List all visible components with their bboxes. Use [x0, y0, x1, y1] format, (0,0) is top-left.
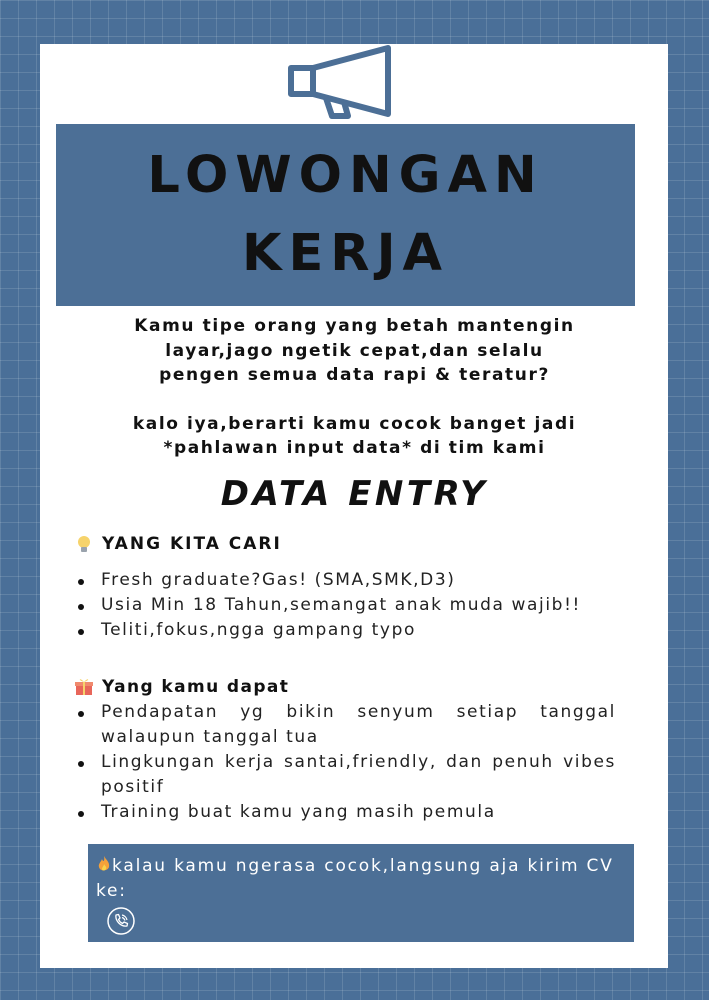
contact-box	[88, 844, 634, 942]
lightbulb-icon	[74, 534, 94, 554]
list-item: Fresh graduate?Gas! (SMA,SMK,D3)	[76, 568, 616, 593]
job-title: DATA ENTRY	[220, 474, 489, 514]
intro-line: kalo iya,berarti kamu cocok banget jadi	[132, 413, 577, 434]
intro-line: layar,jago ngetik cepat,dan selalu	[165, 340, 544, 361]
intro-text	[56, 314, 653, 461]
contact-label: kalau kamu ngerasa cocok,langsung aja kirim CV ke:	[96, 856, 614, 901]
title-banner	[56, 124, 635, 306]
benefits-heading	[74, 677, 289, 697]
title-line-2: KERJA	[241, 224, 450, 283]
phone-icon	[106, 906, 136, 936]
list-item: Usia Min 18 Tahun,semangat anak muda wajib!!	[76, 593, 616, 618]
benefits-list	[76, 700, 616, 825]
list-item: Training buat kamu yang masih pemula	[76, 800, 616, 825]
requirements-heading	[74, 534, 282, 554]
megaphone-icon	[286, 44, 402, 120]
intro-line: pengen semua data rapi & teratur?	[159, 365, 550, 385]
intro-line: Kamu tipe orang yang betah mantengin	[134, 316, 575, 336]
requirements-list	[76, 568, 616, 643]
list-item: Pendapatan yg bikin senyum setiap tanggal walaupun tanggal tua	[76, 700, 616, 750]
requirements-heading-label: YANG KITA CARI	[102, 534, 282, 554]
contact-text	[96, 854, 616, 904]
fire-icon	[96, 855, 112, 873]
list-item: Teliti,fokus,ngga gampang typo	[76, 618, 616, 643]
list-item: Lingkungan kerja santai,friendly, dan penuh vibes positif	[76, 750, 616, 800]
gift-icon	[74, 677, 94, 697]
benefits-heading-label: Yang kamu dapat	[102, 677, 290, 697]
intro-line: *pahlawan input data* di tim kami	[163, 438, 546, 458]
title-line-1: LOWONGAN	[147, 146, 544, 205]
